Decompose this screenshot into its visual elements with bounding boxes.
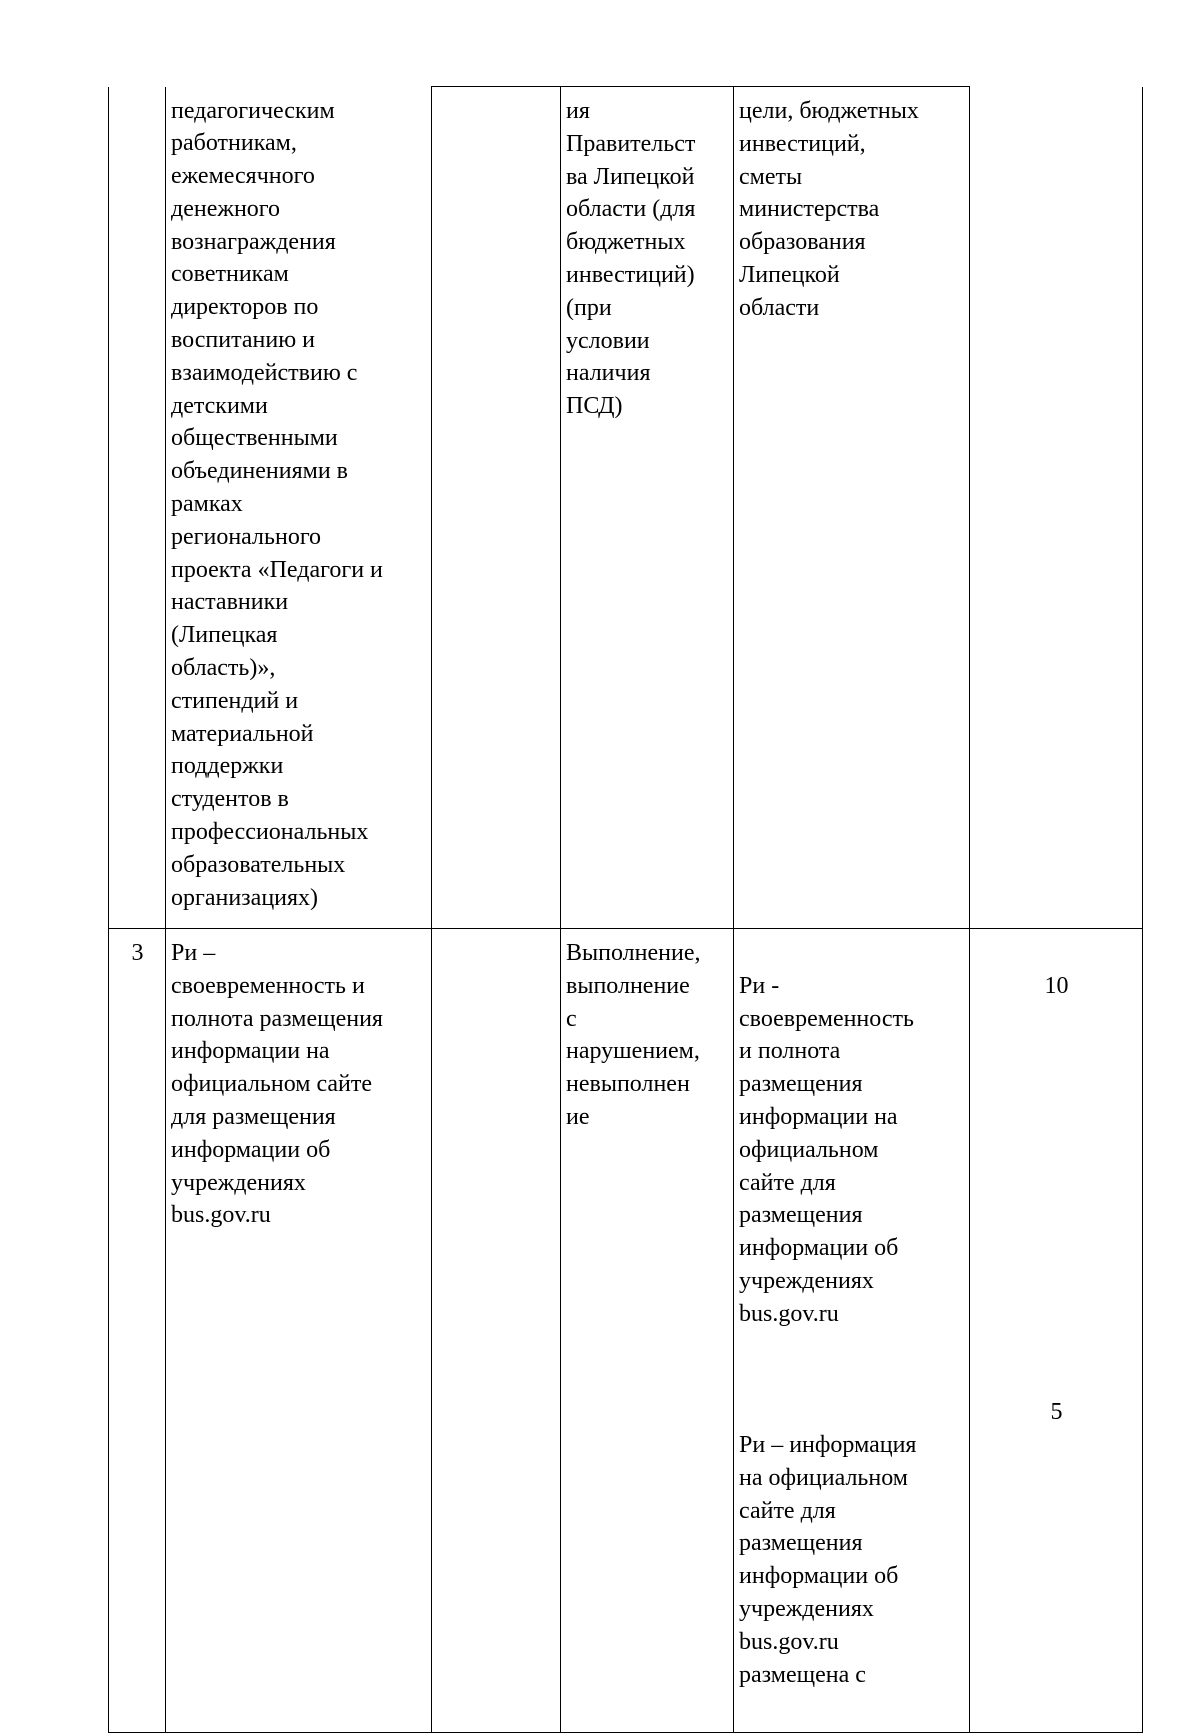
cell-empty [432, 87, 561, 929]
criteria-text-2: Ри – информация на официальном сайте для размещения информации об учреждениях bus.gov.ru размещена с [739, 1431, 917, 1688]
cell-indicator: Ри – своевременность и полнота размещения информации на официальном сайте для размещения информации об учреждениях bus.gov.ru [166, 929, 432, 1733]
cell-number [109, 87, 166, 929]
criteria-text-1: Ри - своевременность и полнота размещения информации на официальном сайте для размещения информации об учреждениях bus.gov.ru [739, 972, 914, 1327]
cell-score [970, 929, 1143, 1733]
cell-criteria: цели, бюджетных инвестиций, сметы министерства образования Липецкой области [734, 87, 970, 929]
cell-values: ия Правительст ва Липецкой области (для бюджетных инвестиций) (при условии наличия ПСД) [561, 87, 734, 929]
table-row-3 [109, 929, 1143, 1733]
table-row-continued [109, 87, 1143, 929]
cell-empty [432, 929, 561, 1733]
cell-score [970, 87, 1143, 929]
criteria-gap [739, 1363, 965, 1396]
score-value-1: 10 [1044, 972, 1069, 999]
cell-values: Выполнение, выполнение с нарушением, невыполнен ие [561, 929, 734, 1733]
cell-indicator: педагогическим работникам, ежемесячного денежного вознаграждения советникам директоров по воспитанию и взаимодействию с детскими общественными объединениями в рамках регионального проекта «Педагоги и наставники (Липецкая область)», стипендий и материальной поддержки студентов в профессиональных образовательных организациях) [166, 87, 432, 929]
evaluation-criteria-table [108, 86, 1143, 1733]
cell-number: 3 [109, 929, 166, 1733]
score-value-2: 5 [1050, 1399, 1063, 1426]
cell-criteria [734, 929, 970, 1733]
